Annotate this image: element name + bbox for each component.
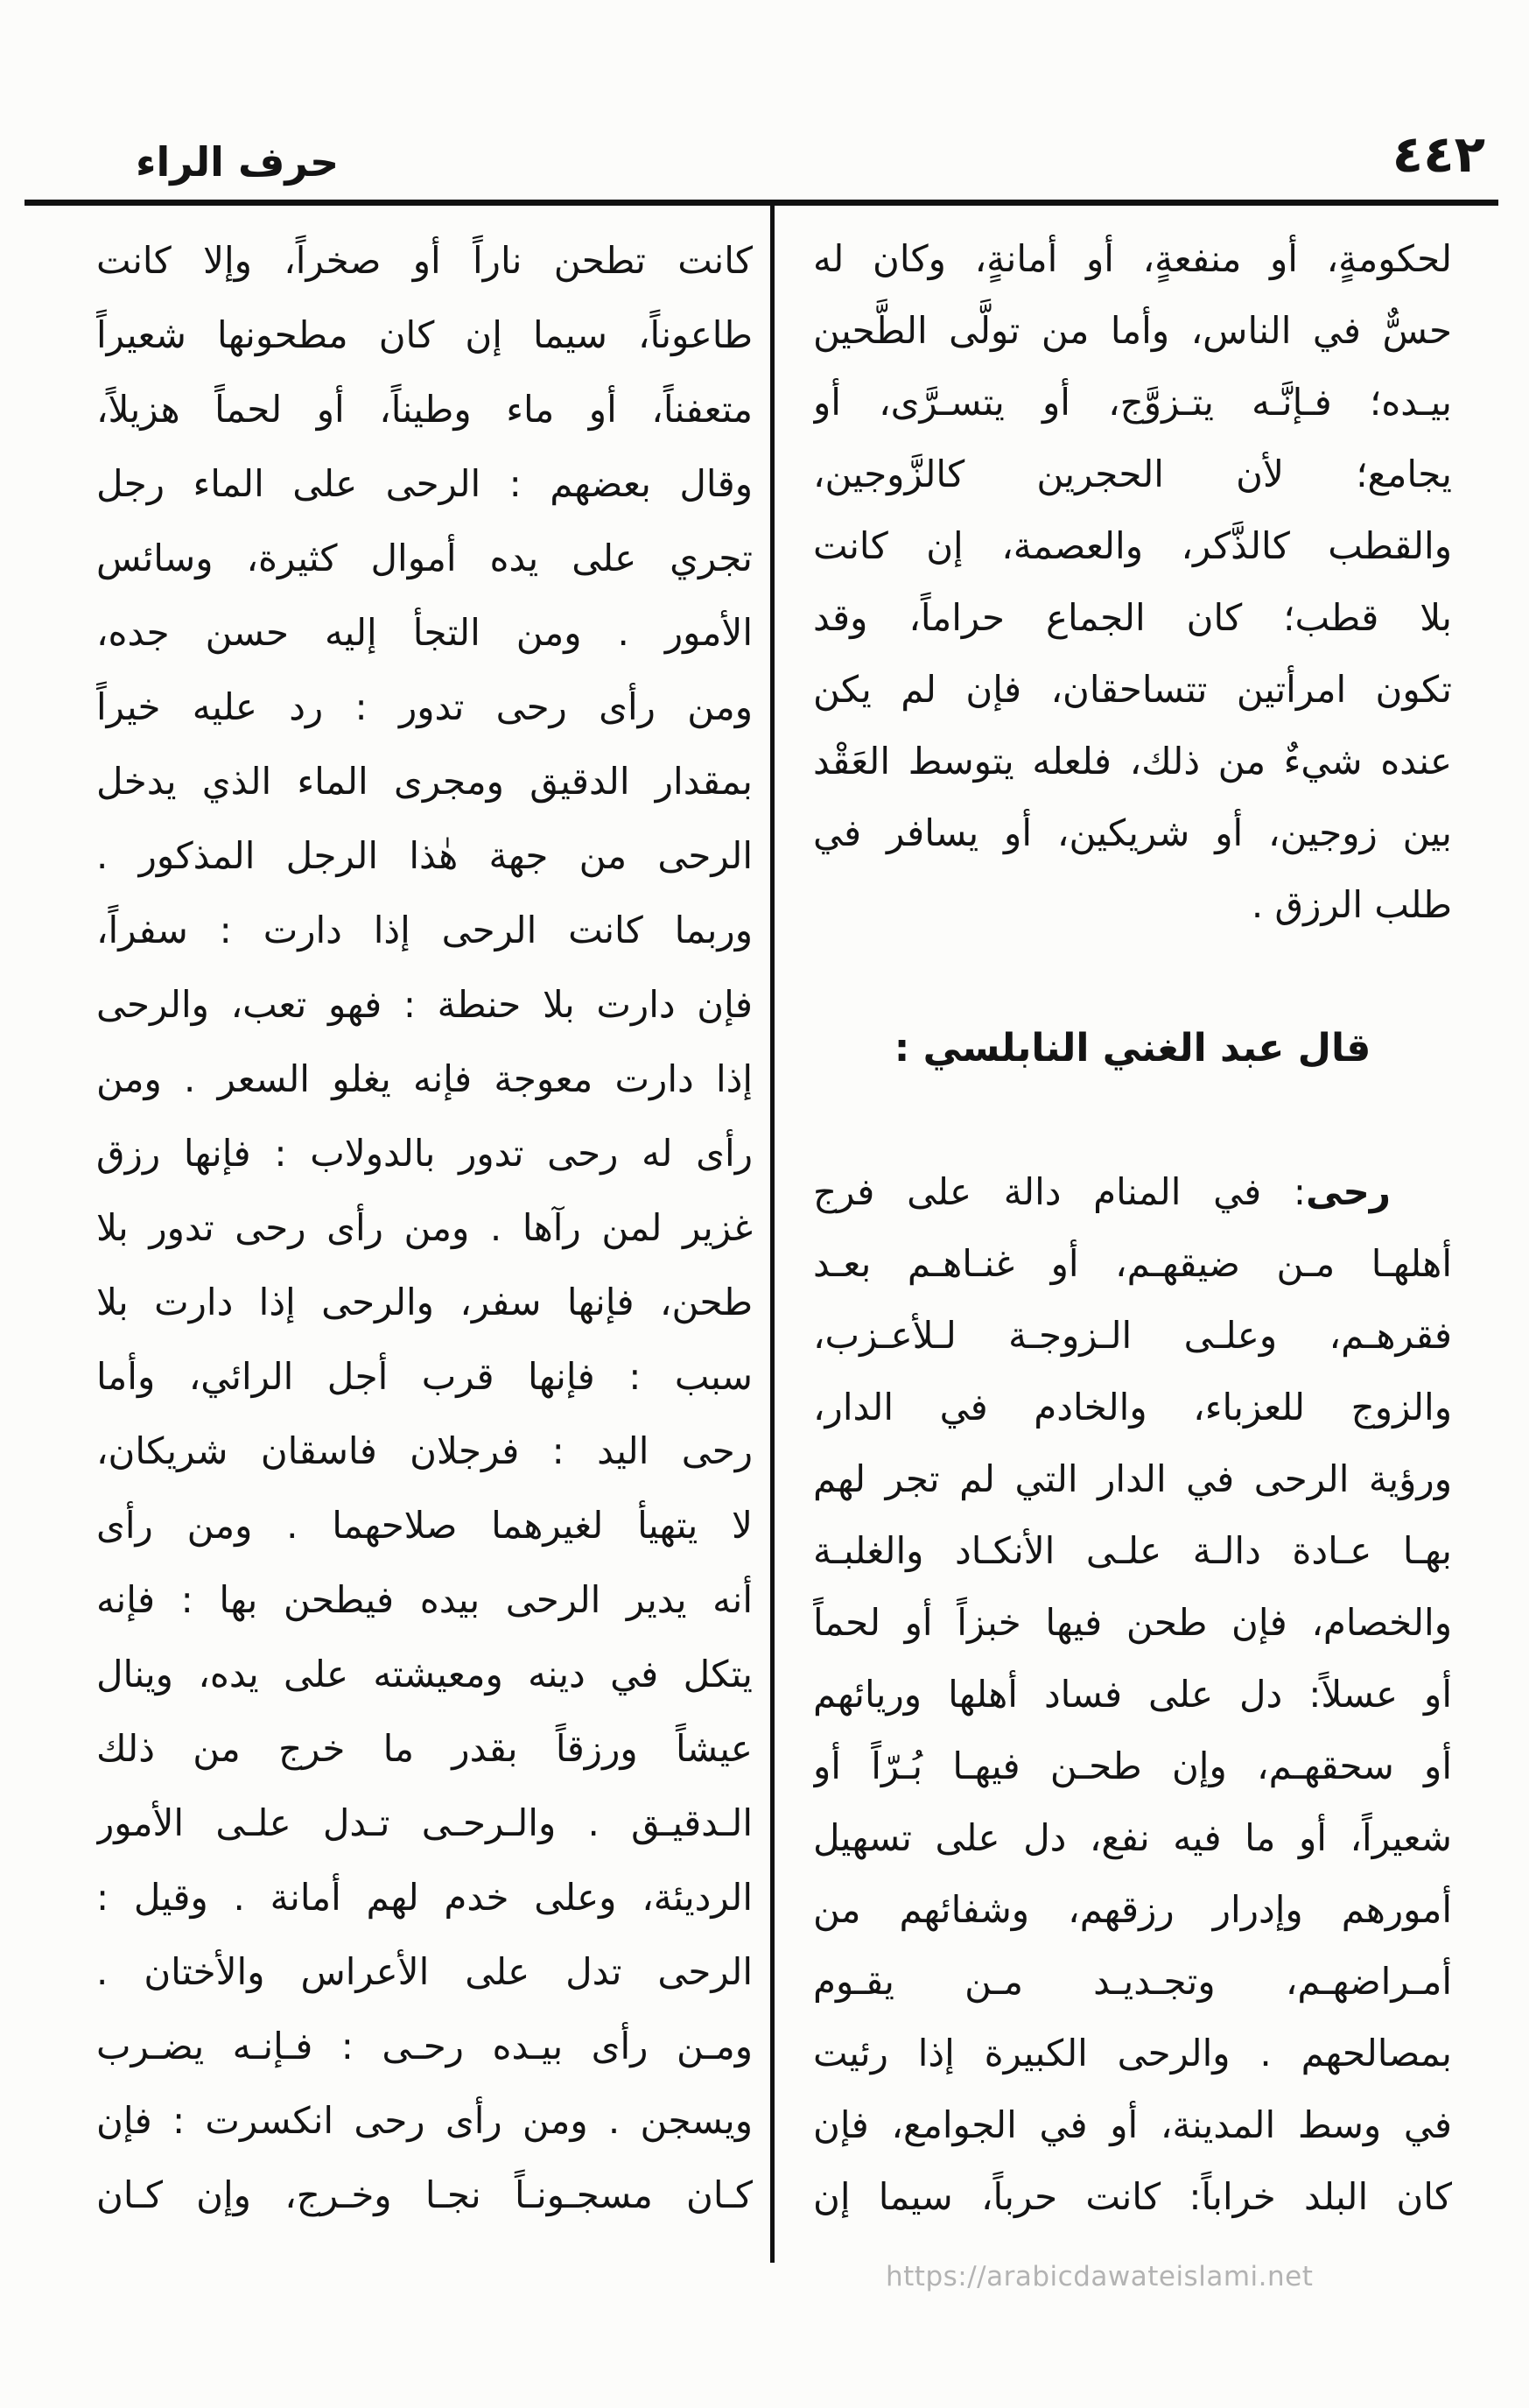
- text-line: وربما كانت الرحى إذا دارت : سفراً،: [96, 909, 753, 951]
- text-line: تجري على يده أموال كثيرة، وسائس: [96, 537, 753, 579]
- watermark-url: https://arabicdawateislami.net: [886, 2261, 1314, 2292]
- text-line: أو عسلاً: دل على فساد أهلها وريائهم: [813, 1673, 1452, 1716]
- text-line: بهـا عـادة دالـة علـى الأنكـاد والغلبـة: [813, 1529, 1452, 1572]
- text-line: بمصالحهم . والرحى الكبيرة إذا رئيت: [813, 2032, 1452, 2075]
- text-line: والخصام، فإن طحن فيها خبزاً أو لحماً: [813, 1601, 1452, 1644]
- text-line: طلب الرزق .: [1251, 883, 1452, 926]
- text-line: يجامع؛ لأن الحجرين كالزَّوجين،: [813, 453, 1452, 495]
- secondary-text-column-left: [96, 223, 753, 2232]
- page-number: ٤٤٢: [1392, 124, 1485, 184]
- text-line: ويسجن . ومن رأى رحى انكسرت : فإن: [96, 2099, 753, 2142]
- text-line: فإن دارت بلا حنطة : فهو تعب، والرحى: [96, 983, 753, 1026]
- text-line: أهلهـا مـن ضيقهـم، أو غنـاهـم بعـد: [813, 1242, 1452, 1285]
- text-line: وقال بعضهم : الرحى على الماء رجل: [96, 462, 753, 505]
- text-line: الأمور . ومن التجأ إليه حسن جده،: [96, 611, 753, 654]
- text-line: ومـن رأى بيـده رحـى : فـإنـه يضـرب: [96, 2025, 753, 2068]
- text-line: لا يتهيأ لغيرهما صلاحهما . ومن رأى: [96, 1504, 753, 1547]
- text-line: ومن رأى رحى تدور : رد عليه خيراً: [96, 685, 753, 728]
- text-line: كانت تطحن ناراً أو صخراً، وإلا كانت: [96, 239, 753, 282]
- text-line: كـان مسجـونـاً نجـا وخـرج، وإن كـان: [96, 2173, 753, 2216]
- section-heading: قال عبد الغني النابلسي :: [894, 1026, 1371, 1071]
- text-line: كان البلد خراباً: كانت حرباً، سيما إن: [813, 2175, 1452, 2218]
- text-line: والزوج للعزباء، والخادم في الدار،: [813, 1386, 1452, 1429]
- text-line: غزير لمن رآها . ومن رأى رحى تدور بلا: [96, 1206, 753, 1249]
- text-line: بمقدار الدقيق ومجرى الماء الذي يدخل: [96, 760, 753, 803]
- text-line: الرديئة، وعلى خدم لهم أمانة . وقيل :: [96, 1876, 753, 1919]
- primary-text-column-right: [813, 223, 1452, 2233]
- text-line: شعيراً، أو ما فيه نفع، دل على تسهيل: [813, 1816, 1452, 1859]
- text-line: في وسط المدينة، أو في الجوامع، فإن: [813, 2103, 1452, 2146]
- text-line: أمورهم وإدرار رزقهم، وشفائهم من: [813, 1888, 1452, 1931]
- text-line: ورؤية الرحى في الدار التي لم تجر لهم: [813, 1457, 1452, 1500]
- text-line: الرحى من جهة هٰذا الرجل المذكور .: [96, 834, 753, 877]
- text-line: حسٌّ في الناس، وأما من تولَّى الطَّحين: [813, 309, 1452, 352]
- text-line: رحى: في المنام دالة على فرج: [813, 1170, 1391, 1213]
- text-line: متعفناً، أو ماء وطيناً، أو لحماً هزيلاً،: [96, 388, 753, 431]
- text-line: لحكومةٍ، أو منفعةٍ، أو أمانةٍ، وكان له: [813, 237, 1452, 280]
- text-line: رأى له رحى تدور بالدولاب : فإنها رزق: [96, 1132, 753, 1175]
- text-line: أمـراضهـم، وتجـديـد مـن يقـوم: [813, 1960, 1452, 2003]
- text-line: الرحى تدل على الأعراس والأختان .: [96, 1950, 753, 1993]
- blank-line: [813, 941, 1452, 1013]
- text-line: يتكل في دينه ومعيشته على يده، وينال: [96, 1653, 753, 1695]
- text-line: أنه يدير الرحى بيده فيطحن بها : فإنه: [96, 1578, 753, 1621]
- text-line: طاعوناً، سيما إن كان مطحونها شعيراً: [96, 313, 753, 356]
- chapter-title: حرف الراء: [136, 138, 340, 186]
- column-divider: [770, 206, 775, 2263]
- header-rule: [25, 200, 1498, 206]
- text-line: الـدقيـق . والـرحـى تـدل علـى الأمور: [96, 1801, 753, 1844]
- text-line: رحى اليد : فرجلان فاسقان شريكان،: [96, 1429, 753, 1472]
- text-line: طحن، فإنها سفر، والرحى إذا دارت بلا: [96, 1281, 753, 1323]
- text-line: بيـده؛ فـإنَّـه يتـزوَّج، أو يتسـرَّى، أو: [813, 381, 1452, 424]
- text-line: إذا دارت معوجة فإنه يغلو السعر . ومن: [96, 1057, 753, 1100]
- blank-line: [813, 1085, 1452, 1156]
- text-line: عيشاً ورزقاً بقدر ما خرج من ذلك: [96, 1727, 753, 1770]
- text-line: فقرهـم، وعلـى الـزوجـة لـلأعـزب،: [813, 1314, 1452, 1357]
- text-line: بلا قطب؛ كان الجماع حراماً، وقد: [813, 596, 1452, 639]
- text-line: أو سحقهـم، وإن طحـن فيهـا بُـرّاً أو: [813, 1745, 1452, 1787]
- text-line: بين زوجين، أو شريكين، أو يسافر في: [813, 811, 1452, 854]
- text-line: تكون امرأتين تتساحقان، فإن لم يكن: [813, 668, 1452, 711]
- text-line: عنده شيءٌ من ذلك، فلعله يتوسط العَقْد: [813, 740, 1452, 783]
- text-line: والقطب كالذَّكر، والعصمة، إن كانت: [813, 524, 1452, 567]
- text-line: سبب : فإنها قرب أجل الرائي، وأما: [96, 1355, 753, 1398]
